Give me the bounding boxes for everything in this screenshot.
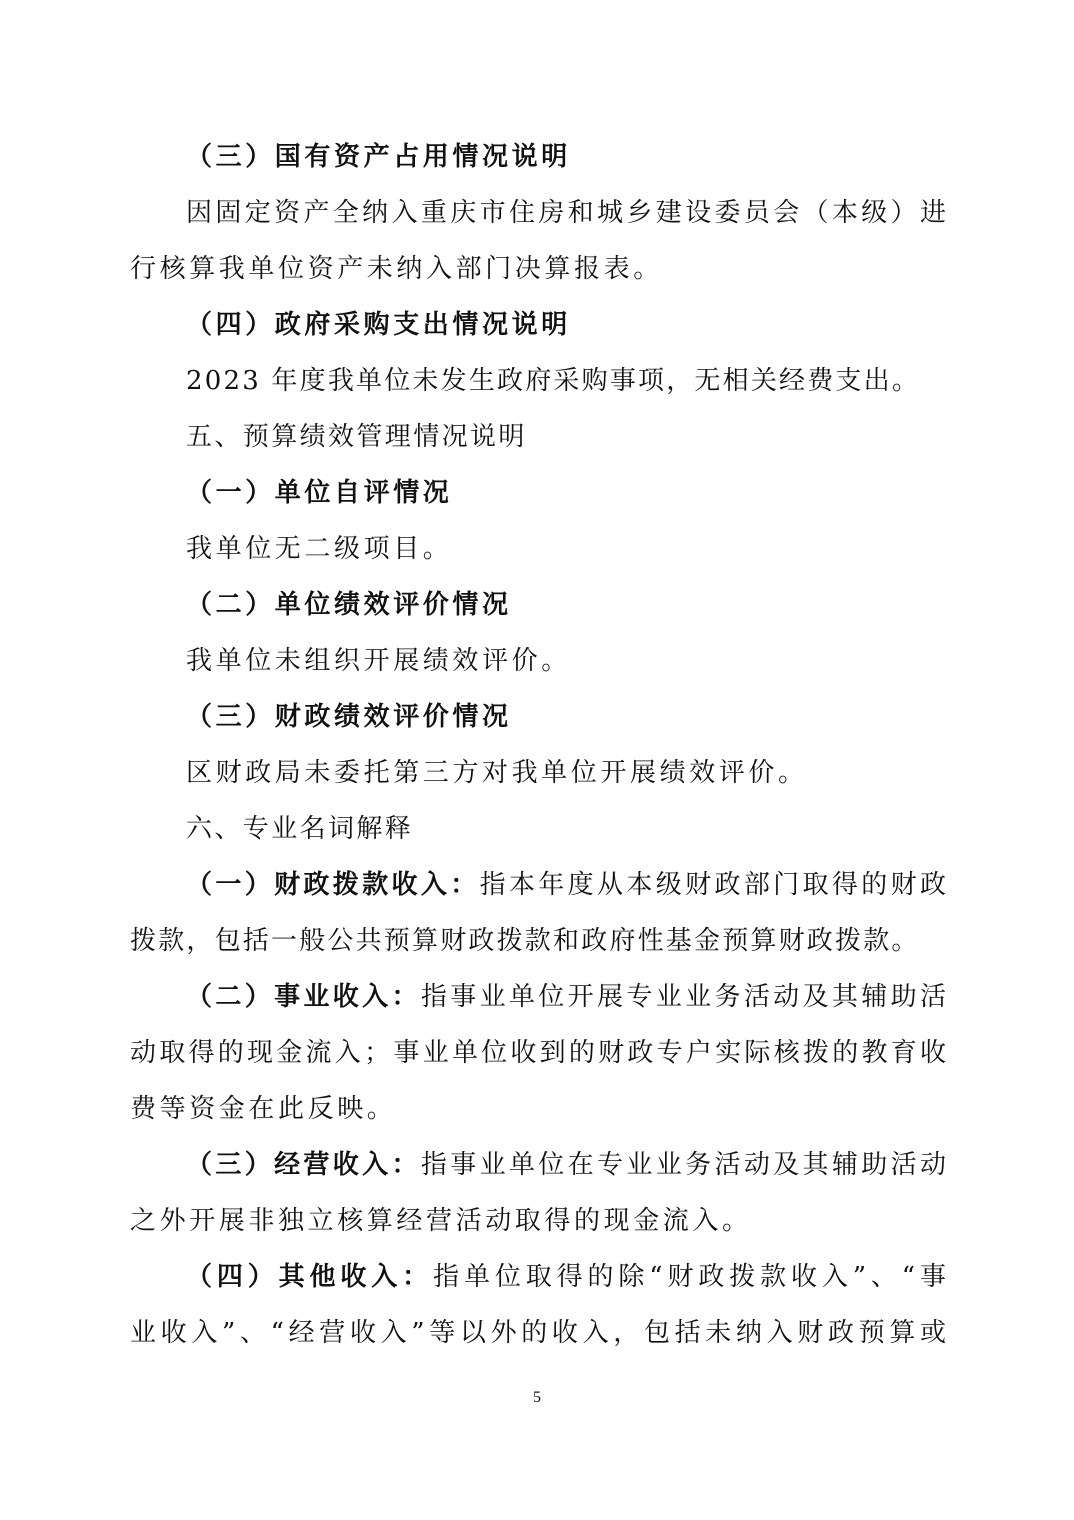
term-definition: 指本年度从本级财政部门取得的财政 (479, 870, 946, 900)
section-heading-self-evaluation: （一）单位自评情况 (186, 478, 453, 508)
paragraph-line: 2023 年度我单位未发生政府采购事项，无相关经费支出。 (186, 366, 921, 396)
paragraph-line: 区财政局未委托第三方对我单位开展绩效评价。 (186, 758, 808, 788)
paragraph-line: 动取得的现金流入；事业单位收到的财政专户实际核拨的教育收 (130, 1038, 946, 1068)
term-label: （三）经营收入： (186, 1150, 421, 1180)
term-definition: 指事业单位在专业业务活动及其辅助活动 (420, 1150, 946, 1180)
part-heading-glossary: 六、专业名词解释 (186, 814, 414, 844)
part-heading-performance: 五、预算绩效管理情况说明 (186, 422, 527, 452)
term-label: （四）其他收入： (186, 1262, 434, 1292)
glossary-term-operating-income (186, 1148, 946, 1182)
paragraph-line: 费等资金在此反映。 (130, 1094, 397, 1124)
term-label: （一）财政拨款收入： (186, 870, 480, 900)
paragraph-line: 行核算我单位资产未纳入部门决算报表。 (130, 254, 663, 284)
page-number: 5 (533, 1389, 541, 1406)
term-definition: 指事业单位开展专业业务活动及其辅助活 (420, 982, 946, 1012)
glossary-term-business-income (186, 980, 946, 1014)
section-heading-state-assets: （三）国有资产占用情况说明 (186, 142, 571, 172)
paragraph-line: 因固定资产全纳入重庆市住房和城乡建设委员会（本级）进 (186, 198, 946, 228)
term-definition: 指单位取得的除“财政拨款收入”、“事 (433, 1262, 946, 1292)
term-label: （二）事业收入： (186, 982, 421, 1012)
section-heading-procurement: （四）政府采购支出情况说明 (186, 310, 571, 340)
glossary-term-fiscal-appropriation (186, 868, 946, 902)
paragraph-line: 我单位无二级项目。 (186, 534, 453, 564)
paragraph-line: 业收入”、“经营收入”等以外的收入，包括未纳入财政预算或 (130, 1318, 946, 1348)
paragraph-line: 拨款，包括一般公共预算财政拨款和政府性基金预算财政拨款。 (130, 926, 920, 956)
section-heading-unit-evaluation: （二）单位绩效评价情况 (186, 590, 512, 620)
paragraph-line: 之外开展非独立核算经营活动取得的现金流入。 (130, 1206, 752, 1236)
glossary-term-other-income (186, 1260, 946, 1294)
paragraph-line: 我单位未组织开展绩效评价。 (186, 646, 571, 676)
section-heading-fiscal-evaluation: （三）财政绩效评价情况 (186, 702, 512, 732)
